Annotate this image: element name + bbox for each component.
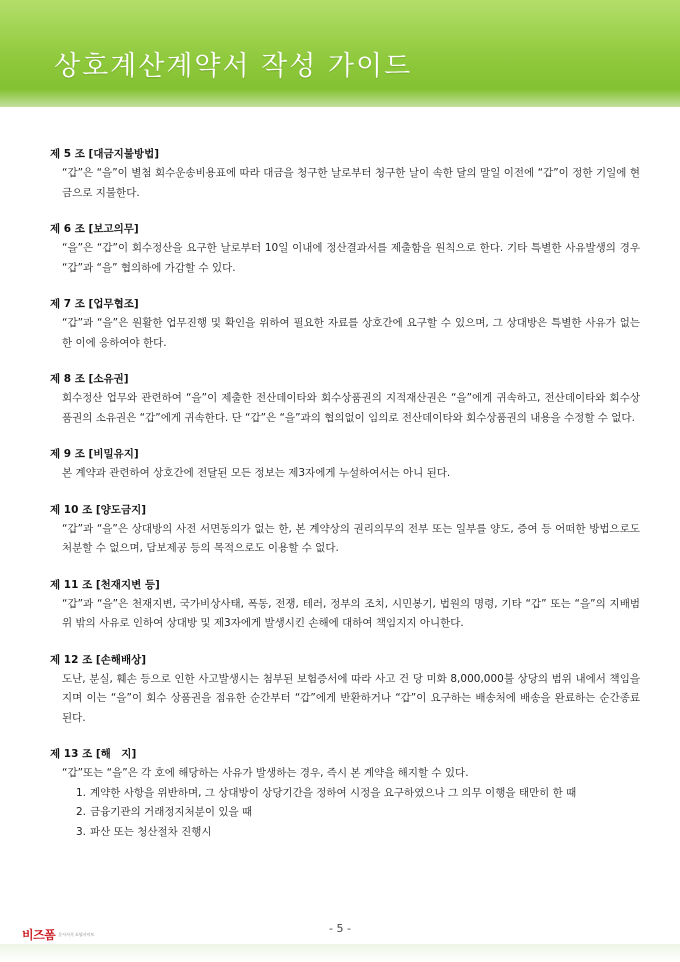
- article-6: [50, 220, 640, 278]
- article-11: [50, 576, 640, 634]
- list-item-number: 1.: [76, 786, 87, 799]
- article-5: [50, 145, 640, 203]
- article-12: [50, 651, 640, 729]
- logo-text: 비즈폼: [22, 927, 56, 942]
- list-item: [76, 823, 640, 843]
- header-highlight: [0, 89, 680, 107]
- logo-tagline: 문서서식 포털사이트: [58, 931, 95, 937]
- list-item-number: 2.: [76, 806, 87, 818]
- page-number: - 5 -: [329, 922, 351, 935]
- article-paragraph: 회수정산 업무와 관련하여 “을”이 제출한 전산데이타와 회수상품권의 지적재산권은 “을”에게 귀속하고, 전산데이타와 회수상품권의 소유권은 “갑”에게 귀속한다. 단 “갑”은 “을”과의 협의없이 임의로 전산데이타와 회수상품권의 내용을 수정할 수 없다.: [62, 392, 640, 424]
- article-title: 제 11 조 [천재지변 등]: [50, 578, 160, 591]
- article-paragraph: 본 계약과 관련하여 상호간에 전달된 모든 정보는 제3자에게 누설하여서는 아니 된다.: [62, 467, 451, 479]
- article-title: 제 13 조 [해 지]: [50, 748, 137, 760]
- article-text: [50, 389, 640, 428]
- article-paragraph: “갑”또는 “을”은 각 호에 해당하는 사유가 발생하는 경우, 즉시 본 계약을 해지할 수 있다.: [62, 767, 469, 779]
- article-text: [50, 239, 640, 278]
- article-paragraph: “갑”과 “을”은 원활한 업무진행 및 확인을 위하여 필요한 자료를 상호간에 요구할 수 있으며, 그 상대방은 특별한 사유가 없는 한 이에 응하여야 한다.: [62, 317, 640, 349]
- article-text: [50, 520, 640, 559]
- list-item-text: 파산 또는 청산절차 진행시: [90, 825, 212, 838]
- article-paragraph: “갑”과 “을”은 상대방의 사전 서면동의가 없는 한, 본 계약상의 권리의무의 전부 또는 일부를 양도, 증여 등 어떠한 방법으로도 처분할 수 없으며, 담보제공 등의 목적으로도 이용할 수 없다.: [62, 522, 640, 554]
- article-title: 제 12 조 [손해배상]: [50, 653, 147, 666]
- article-paragraph: “을”은 “갑”이 회수정산을 요구한 날로부터 10일 이내에 정산결과서를 제출함을 원칙으로 한다. 기타 특별한 사유발생의 경우 “갑”과 “을” 협의하에 가감할 수 있다.: [62, 242, 640, 274]
- document-body: [50, 145, 640, 859]
- article-text: [50, 595, 640, 634]
- article-title: 제 7 조 [업무협조]: [50, 298, 139, 310]
- article-title: 제 5 조 [대금지불방법]: [50, 148, 160, 160]
- article-title: 제 10 조 [양도금지]: [50, 503, 147, 516]
- article-13: [50, 745, 640, 842]
- list-item-text: 금융기관의 거래정지처분이 있을 때: [90, 806, 253, 818]
- document-title: 상호계산계약서 작성 가이드: [54, 51, 413, 82]
- article-10: [50, 501, 640, 559]
- article-title: 제 6 조 [보고의무]: [50, 223, 139, 235]
- article-text: [50, 670, 640, 729]
- article-title: 제 9 조 [비밀유지]: [50, 448, 139, 460]
- termination-reasons-list: [50, 784, 640, 843]
- article-text: [50, 314, 640, 353]
- article-9: [50, 445, 640, 484]
- brand-logo: [22, 924, 98, 944]
- footer-band: [0, 944, 680, 962]
- list-item: [76, 784, 640, 804]
- article-text: [50, 464, 640, 484]
- article-paragraph: “갑”은 “을”이 별첨 회수운송비용표에 따라 대금을 청구한 날로부터 청구한 날이 속한 달의 말일 이전에 “갑”이 정한 기일에 현금으로 지불한다.: [62, 167, 640, 199]
- article-paragraph: 도난, 분실, 훼손 등으로 인한 사고발생시는 첨부된 보험증서에 따라 사고 건 당 미화 8,000,000불 상당의 범위 내에서 책임을 지며 이는 “을”이 회수 상품권을 점유한 순간부터 “갑”에게 반환하거나 “갑”이 요구하는 배송처에 배송을 완료하는 순간종료 된다.: [62, 672, 640, 724]
- article-paragraph: “갑”과 “을”은 천재지변, 국가비상사태, 폭동, 전쟁, 테러, 정부의 조치, 시민봉기, 법원의 명령, 기타 “갑” 또는 “을”의 지배범위 밖의 사유로 인하여 상대방 및 제3자에게 발생시킨 손해에 대하여 책임지지 아니한다.: [62, 597, 640, 629]
- article-title: 제 8 조 [소유권]: [50, 373, 129, 385]
- page-header: [0, 0, 680, 107]
- list-item-number: 3.: [76, 825, 87, 838]
- article-text: [50, 764, 640, 784]
- article-8: [50, 370, 640, 428]
- list-item-text: 계약한 사항을 위반하며, 그 상대방이 상당기간을 정하여 시정을 요구하였으나 그 의무 이행을 태만히 한 때: [90, 786, 577, 799]
- article-7: [50, 295, 640, 353]
- article-text: [50, 164, 640, 203]
- list-item: [76, 803, 640, 823]
